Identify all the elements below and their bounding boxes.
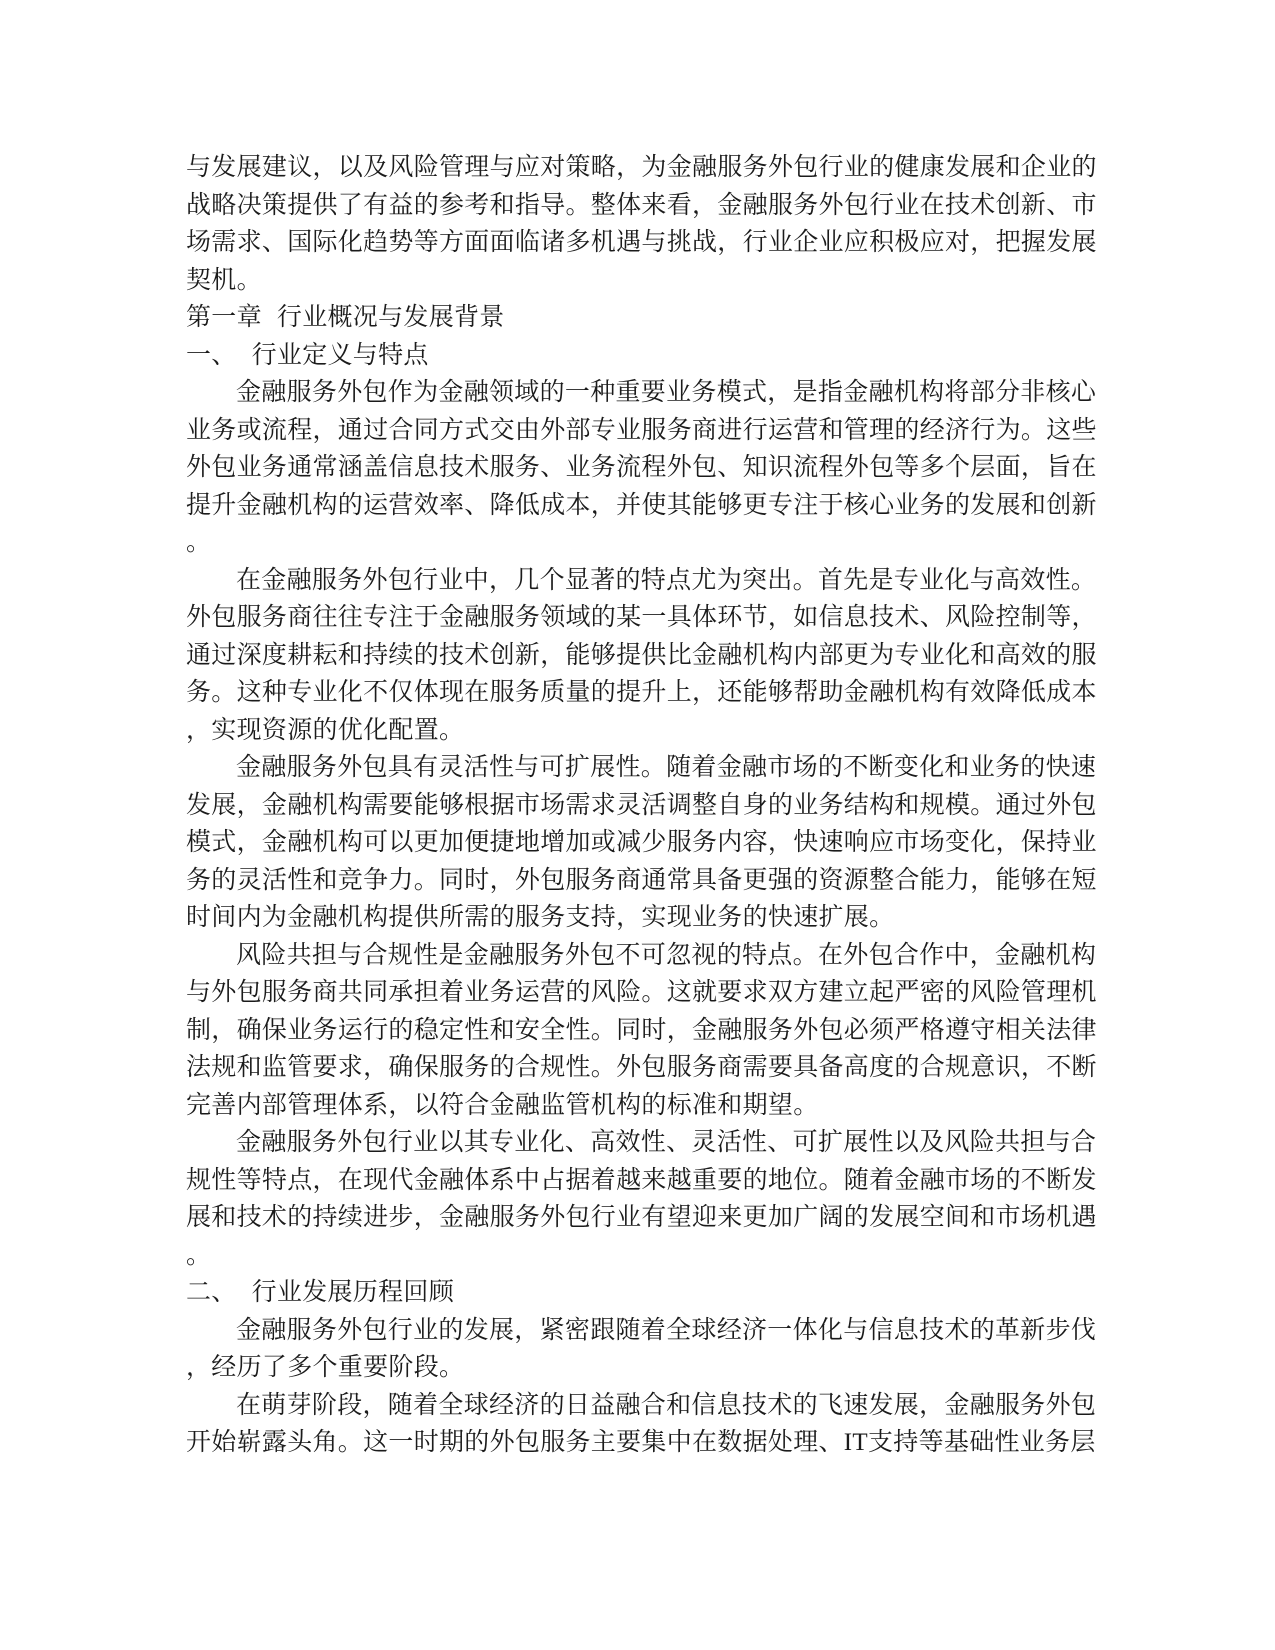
body-text-line: 通过深度耕耘和持续的技术创新，能够提供比金融机构内部更为专业化和高效的服 [186, 641, 1097, 669]
heading-title: 行业发展历程回顾 [251, 1279, 455, 1306]
section-heading [186, 337, 1102, 375]
body-text-line: 金融服务外包行业以其专业化、高效性、灵活性、可扩展性以及风险共担与合 [236, 1129, 1097, 1156]
body-text-line: 。 [186, 529, 212, 556]
body-text-line: 法规和监管要求，确保服务的合规性。外包服务商需要具备高度的合规意识，不断 [186, 1054, 1097, 1081]
heading-number: 二、 [186, 1279, 237, 1306]
body-text-line: 金融服务外包行业的发展，紧密跟随着全球经济一体化与信息技术的革新步伐 [236, 1316, 1097, 1344]
heading-title: 行业定义与特点 [251, 341, 429, 369]
body-text-line: 契机。 [186, 266, 262, 294]
heading-title: 行业概况与发展背景 [276, 304, 505, 331]
body-text-line: 模式，金融机构可以更加便捷地增加或减少服务内容，快速响应市场变化，保持业 [186, 829, 1097, 856]
body-text-line: 开始崭露头角。这一时期的外包服务主要集中在数据处理、IT支持等基础性业务层 [186, 1429, 1096, 1456]
body-text-line: 务的灵活性和竞争力。同时，外包服务商通常具备更强的资源整合能力，能够在短 [186, 866, 1097, 894]
chapter-heading [186, 299, 1102, 337]
body-text-line: ，经历了多个重要阶段。 [186, 1354, 465, 1381]
body-text-line: 发展，金融机构需要能够根据市场需求灵活调整自身的业务结构和规模。通过外包 [186, 791, 1097, 819]
body-text-line: 时间内为金融机构提供所需的服务支持，实现业务的快速扩展。 [186, 904, 895, 931]
body-text-line: 与外包服务商共同承担着业务运营的风险。这就要求双方建立起严密的风险管理机 [186, 979, 1097, 1006]
body-text-line: 务。这种专业化不仅体现在服务质量的提升上，还能够帮助金融机构有效降低成本 [186, 679, 1097, 706]
body-text-line: 风险共担与合规性是金融服务外包不可忽视的特点。在外包合作中，金融机构 [236, 941, 1097, 969]
body-text-line: ，实现资源的优化配置。 [186, 716, 465, 744]
body-text-line: 展和技术的持续进步，金融服务外包行业有望迎来更加广阔的发展空间和市场机遇 [186, 1204, 1097, 1231]
body-text-line: 业务或流程，通过合同方式交由外部专业服务商进行运营和管理的经济行为。这些 [186, 416, 1097, 444]
body-text-line: 金融服务外包作为金融领域的一种重要业务模式，是指金融机构将部分非核心 [236, 379, 1097, 406]
heading-number: 一、 [186, 341, 237, 369]
body-text-line: 与发展建议，以及风险管理与应对策略，为金融服务外包行业的健康发展和企业的 [186, 154, 1097, 181]
section-heading [186, 1274, 1102, 1312]
body-text-line: 规性等特点，在现代金融体系中占据着越来越重要的地位。随着金融市场的不断发 [186, 1166, 1097, 1194]
body-text-line: 在萌芽阶段，随着全球经济的日益融合和信息技术的飞速发展，金融服务外包 [236, 1391, 1097, 1419]
body-text-line: 金融服务外包具有灵活性与可扩展性。随着金融市场的不断变化和业务的快速 [236, 754, 1097, 781]
body-text-line: 制，确保业务运行的稳定性和安全性。同时，金融服务外包必须严格遵守相关法律 [186, 1016, 1097, 1044]
body-text-line: 在金融服务外包行业中，几个显著的特点尤为突出。首先是专业化与高效性。 [236, 566, 1097, 594]
body-text-line: 完善内部管理体系，以符合金融监管机构的标准和期望。 [186, 1091, 819, 1119]
body-text-line: 战略决策提供了有益的参考和指导。整体来看，金融服务外包行业在技术创新、市 [186, 191, 1097, 219]
body-text-line: 。 [186, 1241, 212, 1269]
body-text-line: 提升金融机构的运营效率、降低成本，并使其能够更专注于核心业务的发展和创新 [186, 491, 1097, 519]
body-text-line: 外包服务商往往专注于金融服务领域的某一具体环节，如信息技术、风险控制等， [186, 604, 1097, 631]
body-text-line: 外包业务通常涵盖信息技术服务、业务流程外包、知识流程外包等多个层面，旨在 [186, 454, 1097, 481]
body-text-line: 场需求、国际化趋势等方面面临诸多机遇与挑战，行业企业应积极应对，把握发展 [186, 229, 1097, 256]
text-column [186, 149, 1102, 1462]
heading-number: 第一章 [186, 304, 262, 331]
